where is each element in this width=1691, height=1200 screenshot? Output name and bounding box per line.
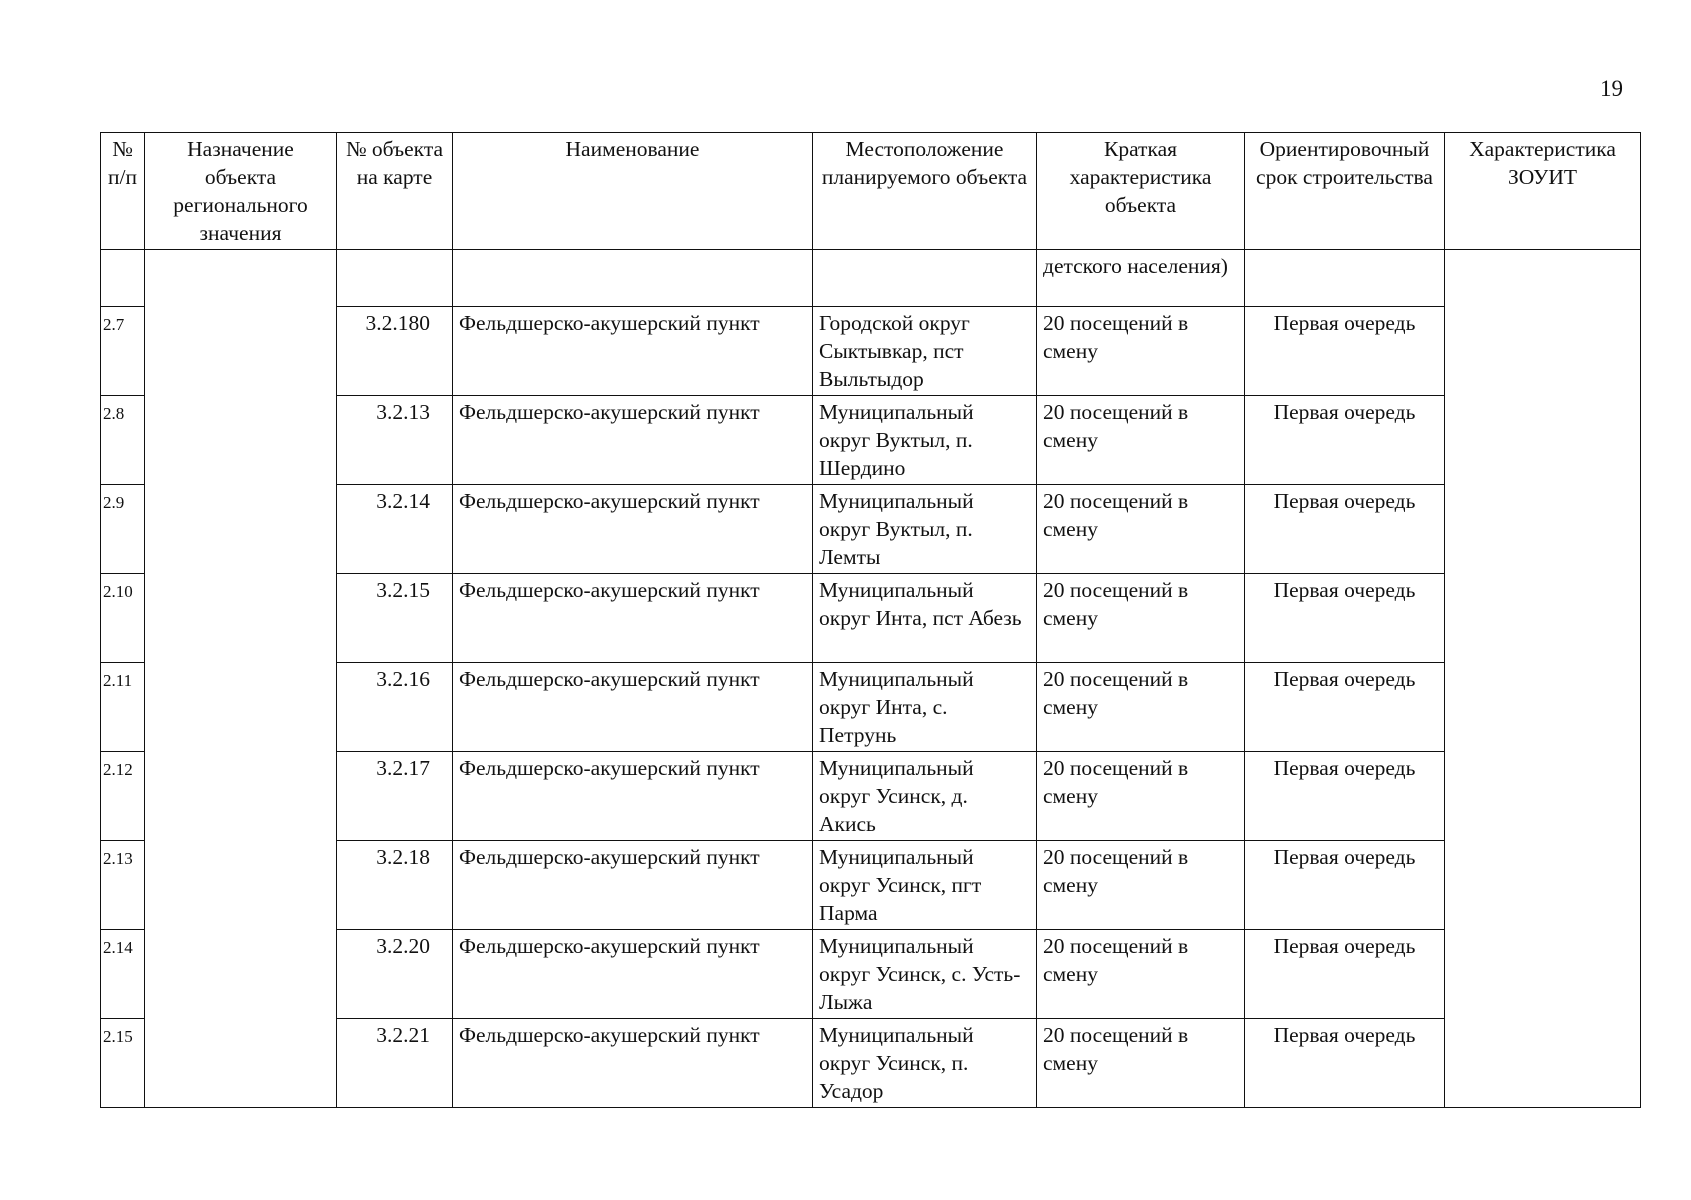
row-deadline: Первая очередь xyxy=(1245,930,1445,1019)
header-purpose: Назначение объекта регионального значения xyxy=(145,133,337,250)
row-deadline: Первая очередь xyxy=(1245,1019,1445,1108)
cont-name-cell xyxy=(453,250,813,307)
row-brief: 20 посещений в смену xyxy=(1037,396,1245,485)
row-location: Муниципальный округ Усинск, п. Усадор xyxy=(813,1019,1037,1108)
row-name: Фельдшерско-акушерский пункт xyxy=(453,1019,813,1108)
header-location: Местоположение планируемого объекта xyxy=(813,133,1037,250)
row-name: Фельдшерско-акушерский пункт xyxy=(453,752,813,841)
row-map-number: 3.2.14 xyxy=(337,485,453,574)
header-map-number: № объекта на карте xyxy=(337,133,453,250)
row-name: Фельдшерско-акушерский пункт xyxy=(453,485,813,574)
row-name: Фельдшерско-акушерский пункт xyxy=(453,930,813,1019)
row-location: Муниципальный округ Вуктыл, п. Лемты xyxy=(813,485,1037,574)
cont-map-cell xyxy=(337,250,453,307)
cont-brief-cell: детского населения) xyxy=(1037,250,1245,307)
row-num: 2.15 xyxy=(101,1019,145,1108)
row-num: 2.10 xyxy=(101,574,145,663)
row-location: Городской округ Сыктывкар, пст Выльтыдор xyxy=(813,307,1037,396)
row-name: Фельдшерско-акушерский пункт xyxy=(453,663,813,752)
header-row xyxy=(101,133,1641,250)
row-brief: 20 посещений в смену xyxy=(1037,574,1245,663)
row-brief: 20 посещений в смену xyxy=(1037,841,1245,930)
row-location: Муниципальный округ Инта, пст Абезь xyxy=(813,574,1037,663)
row-brief: 20 посещений в смену xyxy=(1037,752,1245,841)
row-name: Фельдшерско-акушерский пункт xyxy=(453,307,813,396)
row-location: Муниципальный округ Инта, с. Петрунь xyxy=(813,663,1037,752)
cont-location-cell xyxy=(813,250,1037,307)
purpose-cell xyxy=(145,250,337,1108)
row-map-number: 3.2.18 xyxy=(337,841,453,930)
objects-table xyxy=(100,132,1641,1108)
row-map-number: 3.2.16 xyxy=(337,663,453,752)
row-location: Муниципальный округ Усинск, д. Акись xyxy=(813,752,1037,841)
header-zouit: Характеристика ЗОУИТ xyxy=(1445,133,1641,250)
header-deadline: Ориентировочный срок строительства xyxy=(1245,133,1445,250)
row-map-number: 3.2.13 xyxy=(337,396,453,485)
page-number: 19 xyxy=(1600,76,1623,101)
header-num: № п/п xyxy=(101,133,145,250)
row-num: 2.13 xyxy=(101,841,145,930)
row-num: 2.11 xyxy=(101,663,145,752)
row-brief: 20 посещений в смену xyxy=(1037,930,1245,1019)
row-deadline: Первая очередь xyxy=(1245,663,1445,752)
row-map-number: 3.2.21 xyxy=(337,1019,453,1108)
row-num: 2.12 xyxy=(101,752,145,841)
row-name: Фельдшерско-акушерский пункт xyxy=(453,396,813,485)
row-brief: 20 посещений в смену xyxy=(1037,307,1245,396)
row-map-number: 3.2.20 xyxy=(337,930,453,1019)
cont-deadline-cell xyxy=(1245,250,1445,307)
cont-num-cell xyxy=(101,250,145,307)
row-location: Муниципальный округ Вуктыл, п. Шердино xyxy=(813,396,1037,485)
continuation-row xyxy=(101,250,1641,307)
row-map-number: 3.2.17 xyxy=(337,752,453,841)
row-deadline: Первая очередь xyxy=(1245,574,1445,663)
header-name: Наименование xyxy=(453,133,813,250)
row-map-number: 3.2.180 xyxy=(337,307,453,396)
row-brief: 20 посещений в смену xyxy=(1037,485,1245,574)
row-name: Фельдшерско-акушерский пункт xyxy=(453,574,813,663)
row-brief: 20 посещений в смену xyxy=(1037,663,1245,752)
row-deadline: Первая очередь xyxy=(1245,396,1445,485)
row-deadline: Первая очередь xyxy=(1245,485,1445,574)
header-brief: Краткая характеристика объекта xyxy=(1037,133,1245,250)
row-num: 2.9 xyxy=(101,485,145,574)
zouit-cell xyxy=(1445,250,1641,1108)
row-deadline: Первая очередь xyxy=(1245,307,1445,396)
row-num: 2.14 xyxy=(101,930,145,1019)
row-location: Муниципальный округ Усинск, пгт Парма xyxy=(813,841,1037,930)
row-num: 2.7 xyxy=(101,307,145,396)
row-num: 2.8 xyxy=(101,396,145,485)
row-deadline: Первая очередь xyxy=(1245,752,1445,841)
row-name: Фельдшерско-акушерский пункт xyxy=(453,841,813,930)
row-deadline: Первая очередь xyxy=(1245,841,1445,930)
row-brief: 20 посещений в смену xyxy=(1037,1019,1245,1108)
row-location: Муниципальный округ Усинск, с. Усть-Лыжа xyxy=(813,930,1037,1019)
row-map-number: 3.2.15 xyxy=(337,574,453,663)
